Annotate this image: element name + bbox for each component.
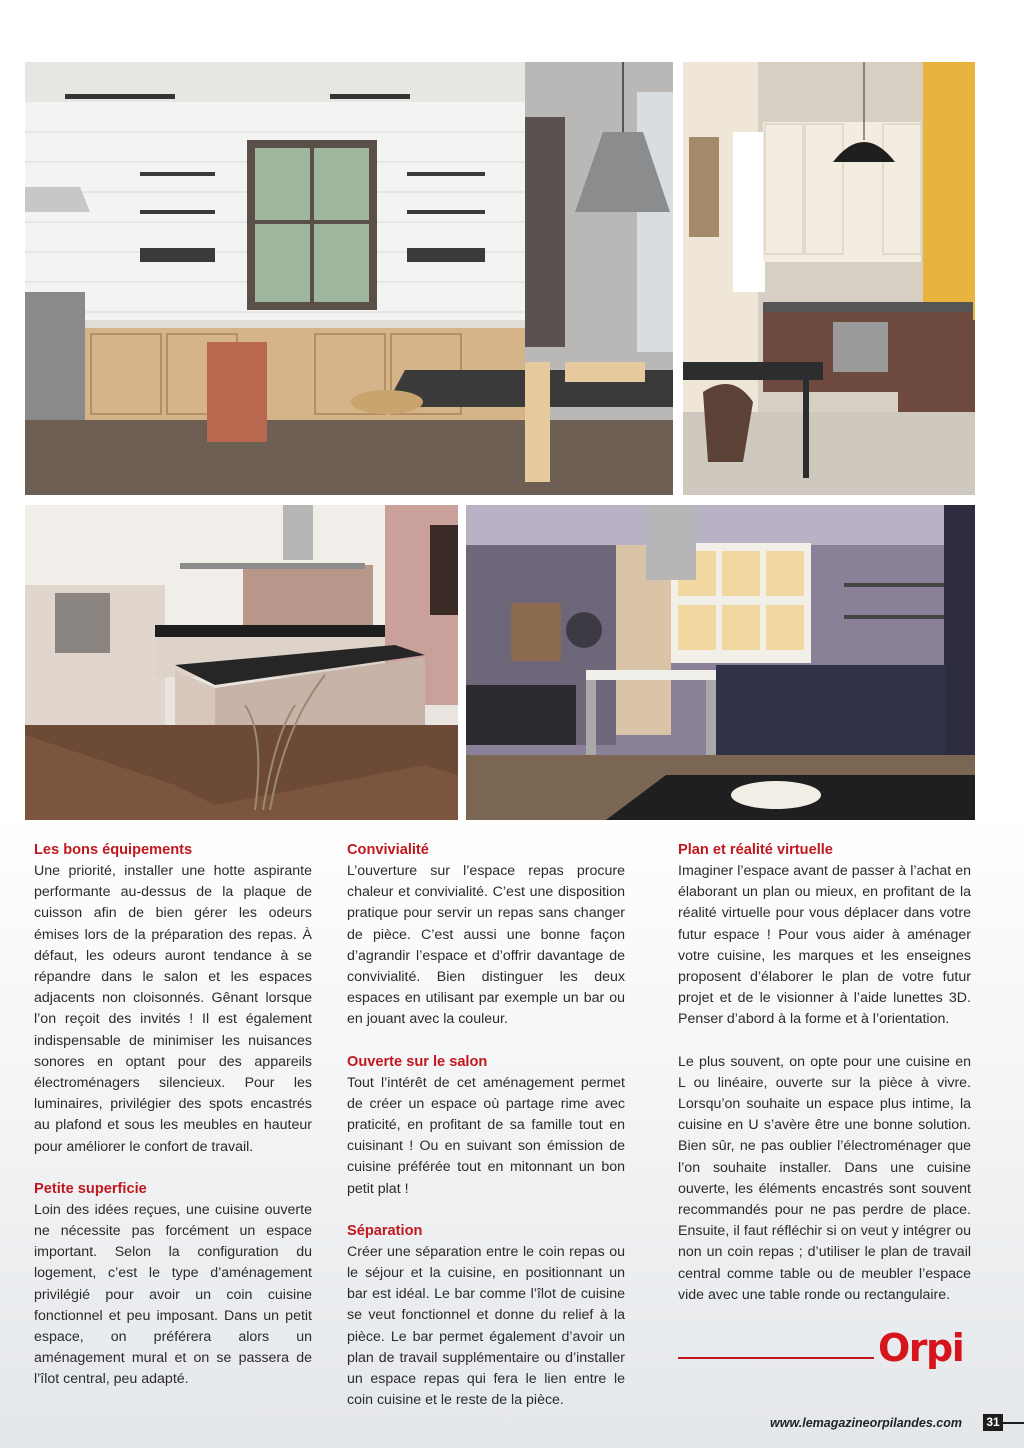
page-number-tick xyxy=(1003,1422,1024,1424)
section-text-separation: Créer une séparation entre le coin repas ou le séjour et la cuisine, en positionnant un bar est idéal. Le bar comme l’îlot de cuisine se veut fonctionnel et donne du relief à la pièce. Le bar permet également d’avoir un plan de travail supplémentaire ou d’installer un espace repas qui fera le lien entre le coin cuisine et le reste de la pièce. xyxy=(347,1243,625,1409)
kitchen-photo-2 xyxy=(683,62,975,495)
section-text-ouverte-salon: Tout l’intérêt de cet aménagement permet de créer un espace où partage rime avec praticité, en profitant de sa famille tout en cuisinant ! Ou en suivant son émission de cuisine préférée tout en mitonnant un bon petit plat ! xyxy=(347,1074,625,1197)
orpi-logo: Orpi xyxy=(878,1326,964,1370)
logo-rule xyxy=(678,1357,874,1359)
section-title-separation: Séparation xyxy=(347,1222,423,1239)
section-title-plan-realite-virtuelle: Plan et réalité virtuelle xyxy=(678,842,833,858)
section-text-type-cuisine: Le plus souvent, on opte pour une cuisine en L ou linéaire, ouverte sur la pièce à vivre. Lorsqu’on souhaite un espace plus intime, la cuisine en U s’avère être une bonne solution. Bien sûr, ne pas oublier l’électroménager que l’on souhaite installer. Dans une cuisine ouverte, les éléments encastrés sont souvent recommandés pour ne pas perdre de place. Ensuite, il faut réfléchir si on veut y intégrer ou non un coin repas ; d’utiliser le plan de travail central comme table ou de meubler l’espace vide avec une table ronde ou rectangulaire. xyxy=(678,1053,971,1303)
section-title-petite-superficie: Petite superficie xyxy=(34,1180,147,1197)
kitchen-photo-3 xyxy=(25,505,458,820)
section-title-convivialite: Convivialité xyxy=(347,842,429,858)
section-text-bons-equipements: Une priorité, installer une hotte aspirante performante au-dessus de la plaque de cuisson afin de bien gérer les odeurs émises lors de la préparation des repas. À défaut, les odeurs auront tendance à se répandre dans le salon et les espaces adjacents non cloisonnés. Gênant lorsque l’on reçoit des invités ! Il est également indispensable de minimiser les nuisances sonores en optant pour des appareils électroménagers silencieux. Pour les luminaires, privilégier des spots encastrés au plafond et sous les meubles en hauteur pour améliorer le confort de travail. xyxy=(34,863,312,1155)
section-text-plan-realite-virtuelle: Imaginer l’espace avant de passer à l’achat en élaborant un plan ou mieux, en profitant de la réalité virtuelle pour vous déplacer dans votre futur espace ! Pour vous aider à aménager votre cuisine, les marques et les enseignes proposent d’élaborer le plan de votre futur projet et de le visionner à l’aide lunettes 3D. Penser d’abord à la forme et à l’orientation. xyxy=(678,863,971,1028)
section-text-convivialite: L’ouverture sur l’espace repas procure chaleur et convivialité. C’est une disposition pratique pour servir un repas sans changer de pièce. C’est aussi une bonne façon d’agrandir l’espace et d’offrir davantage de convivialité. Bien distinguer les deux espaces en utilisant par exemple un bar ou en jouant avec la couleur. xyxy=(347,863,625,1028)
section-text-petite-superficie: Loin des idées reçues, une cuisine ouverte ne nécessite pas forcément un espace important. Selon la configuration du logement, c’est le type d’aménagement privilégié pour avoir un coin cuisine fonctionnel et peu imposant. Dans un petit espace, on préférera alors un aménagement mural et on se passera de l’îlot central, peu adapté. xyxy=(34,1201,312,1388)
column-1 xyxy=(34,840,312,1391)
column-3 xyxy=(678,840,971,1306)
page-number: 31 xyxy=(983,1414,1003,1431)
column-2 xyxy=(347,840,625,1411)
section-title-bons-equipements: Les bons équipements xyxy=(34,842,193,858)
kitchen-photo-1 xyxy=(25,62,673,495)
kitchen-photo-4 xyxy=(466,505,975,820)
section-title-ouverte-salon: Ouverte sur le salon xyxy=(347,1053,488,1070)
footer-url[interactable]: www.lemagazineorpilandes.com xyxy=(770,1416,962,1430)
